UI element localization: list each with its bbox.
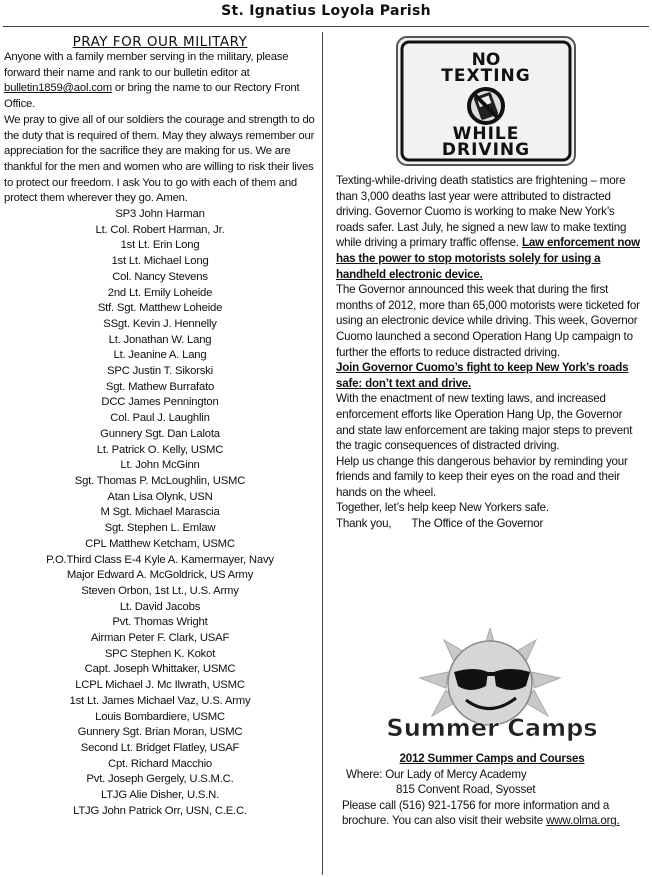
service-member-name: Major Edward A. McGoldrick, US Army [66, 569, 254, 582]
texting-article [336, 173, 644, 532]
service-member-name: Col. Nancy Stevens [112, 270, 208, 283]
service-member-name: Capt. Joseph Whittaker, USMC [84, 663, 236, 676]
intro-text-2: or bring the name to our Rectory Front Office. [4, 82, 300, 111]
service-member-name: Sgt. Thomas P. McLoughlin, USMC [74, 474, 246, 487]
texting-paragraph-3: Join Governor Cuomo’s fight to keep New York’s roads safe: don’t text and drive. [336, 361, 629, 390]
sign-line-no: NO [471, 50, 501, 70]
camp-address: 815 Convent Road, Syosset [396, 783, 536, 797]
service-member-name: SP3 John Harman [115, 208, 205, 221]
service-member-name: Airman Peter F. Clark, USAF [90, 632, 230, 645]
service-member-name: Col. Paul J. Laughlin [110, 412, 210, 425]
texting-paragraph-6: Together, let’s help keep New Yorkers safe. [336, 501, 549, 515]
texting-p1-bold: Law enforcement now has the power to stop motorists solely for using a handheld electronic device. [336, 236, 640, 281]
service-member-name: CPL Matthew Ketcham, USMC [85, 537, 235, 550]
service-member-name: SPC Stephen K. Kokot [104, 647, 216, 660]
sun-illustration [370, 628, 615, 743]
service-member-name: Pvt. Thomas Wright [112, 616, 208, 629]
service-member-name: Lt. Jeanine A. Lang [113, 349, 207, 362]
service-member-name: 1st Lt. Michael Long [111, 255, 209, 268]
service-member-name: SPC Justin T. Sikorski [107, 365, 213, 378]
sign-line-driving: DRIVING [441, 140, 531, 160]
header-rule [3, 26, 649, 27]
military-prayer: We pray to give all of our soldiers the courage and strength to do the duty that is required of them. May they always remember our appreciation for the sacrifice they are making for us. We are thankful for the men and women who are willing to risk their lives to protect our freedom. I ask You to go with each of them and protect them wherever they go. Amen. [4, 113, 315, 205]
service-member-name: 1st Lt. Erin Long [120, 239, 200, 252]
service-member-name: Sgt. Mathew Burrafato [105, 380, 215, 393]
service-member-name: LCPL Michael J. Mc Ilwrath, USMC [75, 679, 245, 692]
service-member-name: SSgt. Kevin J. Hennelly [103, 317, 217, 330]
texting-signoff [336, 516, 644, 532]
sign-line-while: WHILE [452, 124, 520, 144]
service-member-name: LTJG Alie Disher, U.S.N. [100, 789, 220, 802]
service-member-name: Lt. Patrick O. Kelly, USMC [96, 443, 224, 456]
service-member-name: Sgt. Stephen L. Emlaw [104, 522, 216, 535]
military-intro [4, 50, 316, 113]
no-texting-sign [396, 36, 576, 166]
service-member-name: Lt. David Jacobs [119, 600, 201, 613]
texting-paragraph-2: The Governor announced this week that during the first months of 2012, more than 65,000 motorists were ticketed for using an electronic device while driving. This week, Governor Cuomo launched a second Operation Hang Up campaign to further the efforts to reduce distracted driving. [336, 283, 640, 359]
service-member-name: 1st Lt. James Michael Vaz, U.S. Army [69, 694, 251, 707]
service-member-name: M Sgt. Michael Marascia [100, 506, 220, 519]
camp-location: Where: Our Lady of Mercy Academy [346, 767, 527, 781]
service-member-name: Stf. Sgt. Matthew Loheide [97, 302, 223, 315]
service-member-name: Steven Orbon, 1st Lt., U.S. Army [81, 584, 239, 597]
service-member-name: DCC James Pennington [101, 396, 219, 409]
service-member-name: Pvt. Joseph Gergely, U.S.M.C. [86, 773, 234, 786]
summer-camps-title: 2012 Summer Camps and Courses [399, 752, 585, 765]
summer-camps-logo-text: Summer Camps [386, 714, 598, 742]
intro-text-1: Anyone with a family member serving in the military, please forward their name and rank to our bulletin editor at [4, 51, 289, 79]
column-divider [322, 32, 323, 875]
sign-line-texting: TEXTING [441, 66, 531, 86]
service-member-name: LTJG John Patrick Orr, USN, C.E.C. [73, 804, 247, 817]
service-member-list [4, 207, 316, 819]
service-member-name: 2nd Lt. Emily Loheide [107, 286, 213, 299]
military-heading: PRAY FOR OUR MILITARY [72, 34, 248, 50]
service-member-name: Second Lt. Bridget Flatley, USAF [80, 741, 240, 754]
thank-you: Thank you, [336, 517, 392, 531]
texting-paragraph-4: With the enactment of new texting laws, and increased enforcement efforts like Operation Hang Up, the Governor and state law enforcement are taking major steps to prevent the tragic consequences of distracted driving. [336, 392, 633, 453]
governor-signature: The Office of the Governor [411, 517, 544, 531]
service-member-name: P.O.Third Class E-4 Kyle A. Kamermayer, Navy [46, 553, 274, 566]
military-prayer-section [4, 34, 316, 819]
service-member-name: Atan Lisa Olynk, USN [107, 490, 213, 503]
texting-paragraph-5: Help us change this dangerous behavior by reminding your friends and family to keep their eyes on the road and their hands on the wheel. [336, 454, 628, 499]
service-member-name: Gunnery Sgt. Brian Moran, USMC [77, 726, 243, 739]
parish-name: St. Ignatius Loyola Parish [221, 3, 431, 19]
service-member-name: Lt. John McGinn [120, 459, 200, 472]
texting-p1-text: Texting-while-driving death statistics are frightening – more than 3,000 deaths last year were attributed to distracted driving. Governor Cuomo is working to make New York’s roads safer. Last July, he signed a new law to make texting while driving a primary traffic offense. [336, 174, 627, 250]
service-member-name: Louis Bombardiere, USMC [95, 710, 225, 723]
summer-camps-logo [370, 628, 615, 743]
camp-call-text: Please call (516) 921-1756 for more information and a brochure. You can also visit their website [342, 798, 610, 828]
service-member-name: Gunnery Sgt. Dan Lalota [100, 427, 220, 440]
service-member-name: Cpt. Richard Macchio [108, 757, 212, 770]
camp-website-link[interactable]: www.olma.org. [546, 814, 620, 828]
summer-camps-section [342, 751, 642, 829]
service-member-name: Lt. Col. Robert Harman, Jr. [95, 223, 225, 236]
camp-contact [342, 798, 642, 829]
page-header [0, 0, 652, 28]
bulletin-email-link[interactable]: bulletin1859@aol.com [4, 82, 112, 95]
no-phone-icon [469, 89, 503, 123]
texting-paragraph-1 [336, 173, 644, 282]
no-texting-sign-graphic [396, 36, 576, 166]
service-member-name: Lt. Jonathan W. Lang [108, 333, 212, 346]
